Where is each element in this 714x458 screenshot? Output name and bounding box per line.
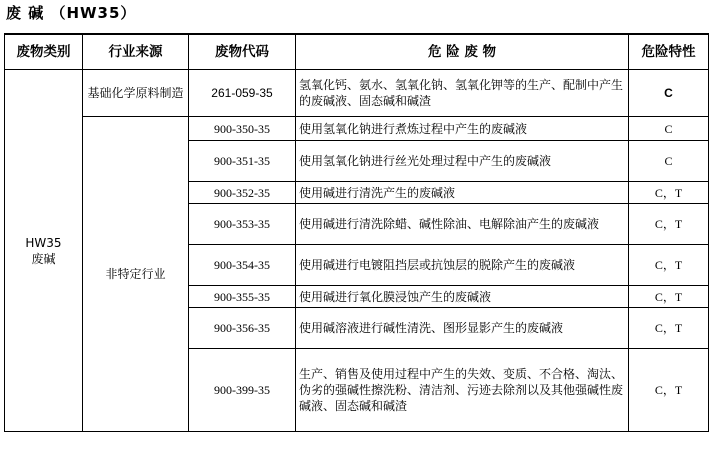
header-property: 危险特性 — [629, 34, 709, 70]
waste-code: 900-353-35 — [189, 204, 296, 245]
category-code: HW35 — [25, 235, 62, 250]
header-industry: 行业来源 — [83, 34, 189, 70]
hazard-property: C，T — [629, 308, 709, 349]
waste-description: 使用碱进行电镀阻挡层或抗蚀层的脱除产生的废碱液 — [296, 245, 629, 286]
waste-code: 900-399-35 — [189, 349, 296, 432]
hazard-property: C，T — [629, 349, 709, 432]
hazard-property: C — [629, 141, 709, 182]
hazard-property: C，T — [629, 204, 709, 245]
page-title: 废 碱 （HW35） — [6, 4, 137, 22]
waste-description: 使用碱进行氧化膜浸蚀产生的废碱液 — [296, 286, 629, 308]
header-code: 废物代码 — [189, 34, 296, 70]
waste-code: 261-059-35 — [189, 70, 296, 117]
waste-description: 氢氧化钙、氨水、氢氧化钠、氢氧化钾等的生产、配制中产生的废碱液、固态碱和碱渣 — [296, 70, 629, 117]
waste-code: 900-350-35 — [189, 117, 296, 141]
category-name: 废碱 — [31, 251, 56, 266]
industry-basic-chem: 基础化学原料制造 — [83, 70, 189, 117]
hazard-property: C — [629, 70, 709, 117]
waste-code: 900-354-35 — [189, 245, 296, 286]
industry-nonspecific: 非特定行业 — [83, 117, 189, 432]
waste-code: 900-356-35 — [189, 308, 296, 349]
table-header-row — [5, 34, 709, 70]
waste-description: 生产、销售及使用过程中产生的失效、变质、不合格、淘汰、伪劣的强碱性擦洗粉、清洁剂、污迹去除剂以及其他强碱性废碱液、固态碱和碱渣 — [296, 349, 629, 432]
category-cell — [5, 70, 83, 432]
header-waste: 危 险 废 物 — [296, 34, 629, 70]
waste-code: 900-352-35 — [189, 182, 296, 204]
hazard-property: C，T — [629, 286, 709, 308]
hazard-property: C，T — [629, 182, 709, 204]
waste-description: 使用碱进行清洗除蜡、碱性除油、电解除油产生的废碱液 — [296, 204, 629, 245]
table-row — [5, 70, 709, 117]
hazard-property: C — [629, 117, 709, 141]
waste-code: 900-355-35 — [189, 286, 296, 308]
header-category: 废物类别 — [5, 34, 83, 70]
table-row — [5, 117, 709, 141]
waste-description: 使用碱溶液进行碱性清洗、图形显影产生的废碱液 — [296, 308, 629, 349]
waste-description: 使用氢氧化钠进行煮炼过程中产生的废碱液 — [296, 117, 629, 141]
hazard-property: C，T — [629, 245, 709, 286]
waste-description: 使用碱进行清洗产生的废碱液 — [296, 182, 629, 204]
waste-code: 900-351-35 — [189, 141, 296, 182]
hazardous-waste-table — [4, 33, 709, 432]
waste-description: 使用氢氧化钠进行丝光处理过程中产生的废碱液 — [296, 141, 629, 182]
